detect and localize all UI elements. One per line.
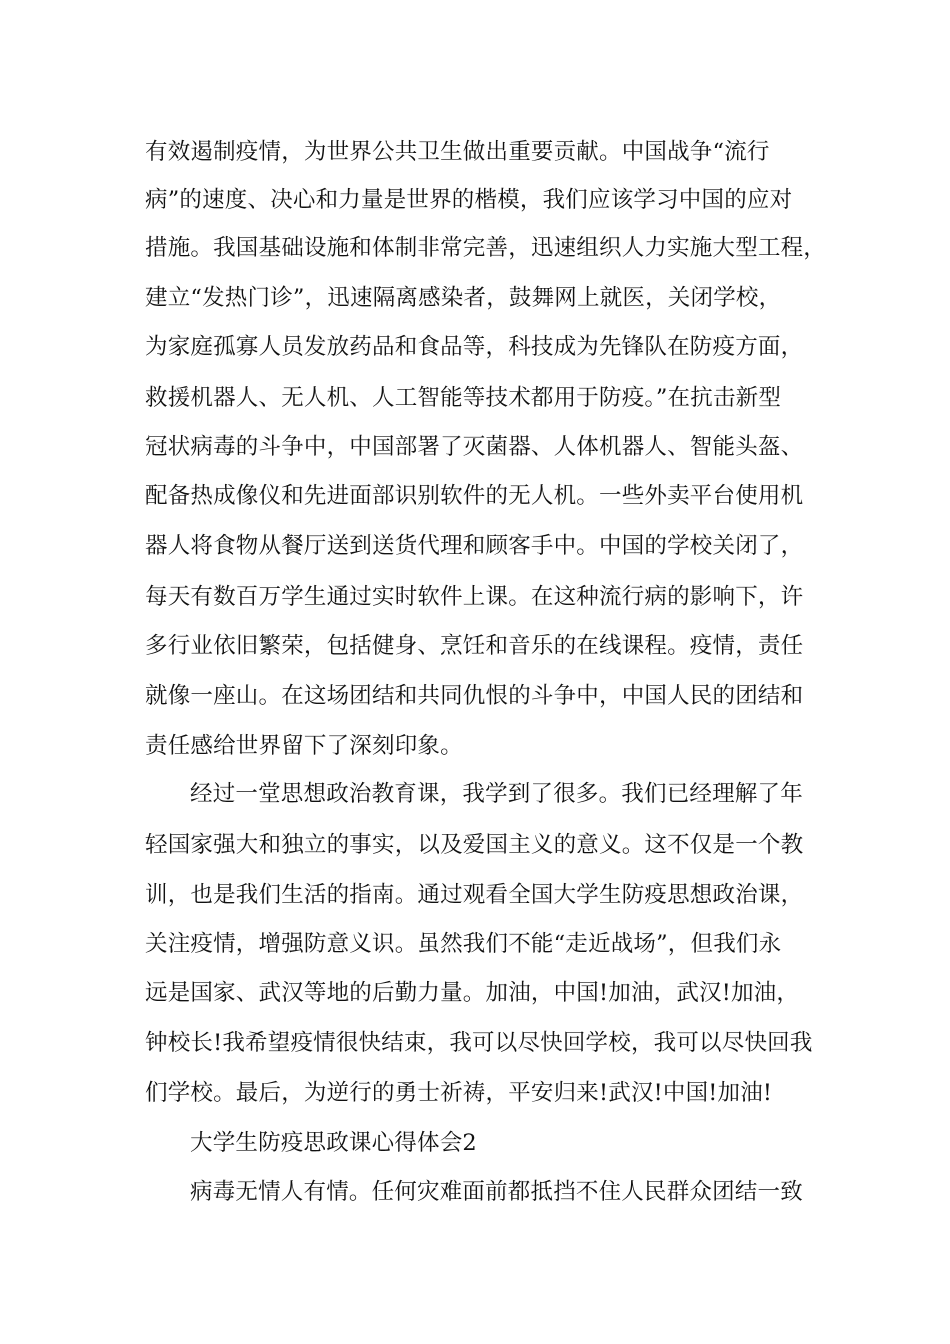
text-line: 病”的速度、决心和力量是世界的楷模，我们应该学习中国的应对 (145, 187, 793, 213)
paragraph-first-line: 病毒无情人有情。任何灾难面前都抵挡不住人民群众团结一致 (190, 1179, 803, 1205)
text-line: 建立“发热门诊”，迅速隔离感染者，鼓舞网上就医，关闭学校， (145, 285, 782, 311)
text-line: 就像一座山。在这场团结和共同仇恨的斗争中，中国人民的团结和 (145, 683, 804, 709)
text-line: 有效遏制疫情，为世界公共卫生做出重要贡献。中国战争“流行 (145, 139, 770, 165)
text-line: 为家庭孤寡人员发放药品和食品等，科技成为先锋队在防疫方面， (145, 334, 804, 360)
text-line: 责任感给世界留下了深刻印象。 (145, 733, 463, 759)
text-line: 每天有数百万学生通过实时软件上课。在这种流行病的影响下，许 (145, 584, 804, 610)
text-line: 训，也是我们生活的指南。通过观看全国大学生防疫思想政治课， (145, 882, 804, 908)
text-line: 配备热成像仪和先进面部识别软件的无人机。一些外卖平台使用机 (145, 483, 804, 509)
text-line: 关注疫情，增强防意义识。虽然我们不能“走近战场”，但我们永 (145, 931, 782, 957)
text-line: 多行业依旧繁荣，包括健身、烹饪和音乐的在线课程。疫情，责任 (145, 633, 804, 659)
text-line: 措施。我国基础设施和体制非常完善，迅速组织人力实施大型工程， (145, 235, 827, 261)
paragraph-first-line: 经过一堂思想政治教育课，我学到了很多。我们已经理解了年 (190, 781, 803, 807)
section-heading: 大学生防疫思政课心得体会2 (190, 1130, 477, 1156)
text-line: 钟校长!我希望疫情很快结束，我可以尽快回学校，我可以尽快回我 (145, 1030, 813, 1056)
text-line: 冠状病毒的斗争中，中国部署了灭菌器、人体机器人、智能头盔、 (145, 434, 804, 460)
text-line: 救援机器人、无人机、人工智能等技术都用于防疫。”在抗击新型 (145, 385, 782, 411)
text-line: 轻国家强大和独立的事实，以及爱国主义的意义。这不仅是一个教 (145, 832, 804, 858)
text-line: 远是国家、武汉等地的后勤力量。加油，中国!加油，武汉!加油， (145, 980, 800, 1006)
text-line: 们学校。最后，为逆行的勇士祈祷，平安归来!武汉!中国!加油! (145, 1080, 773, 1106)
text-line: 器人将食物从餐厅送到送货代理和顾客手中。中国的学校关闭了， (145, 533, 804, 559)
